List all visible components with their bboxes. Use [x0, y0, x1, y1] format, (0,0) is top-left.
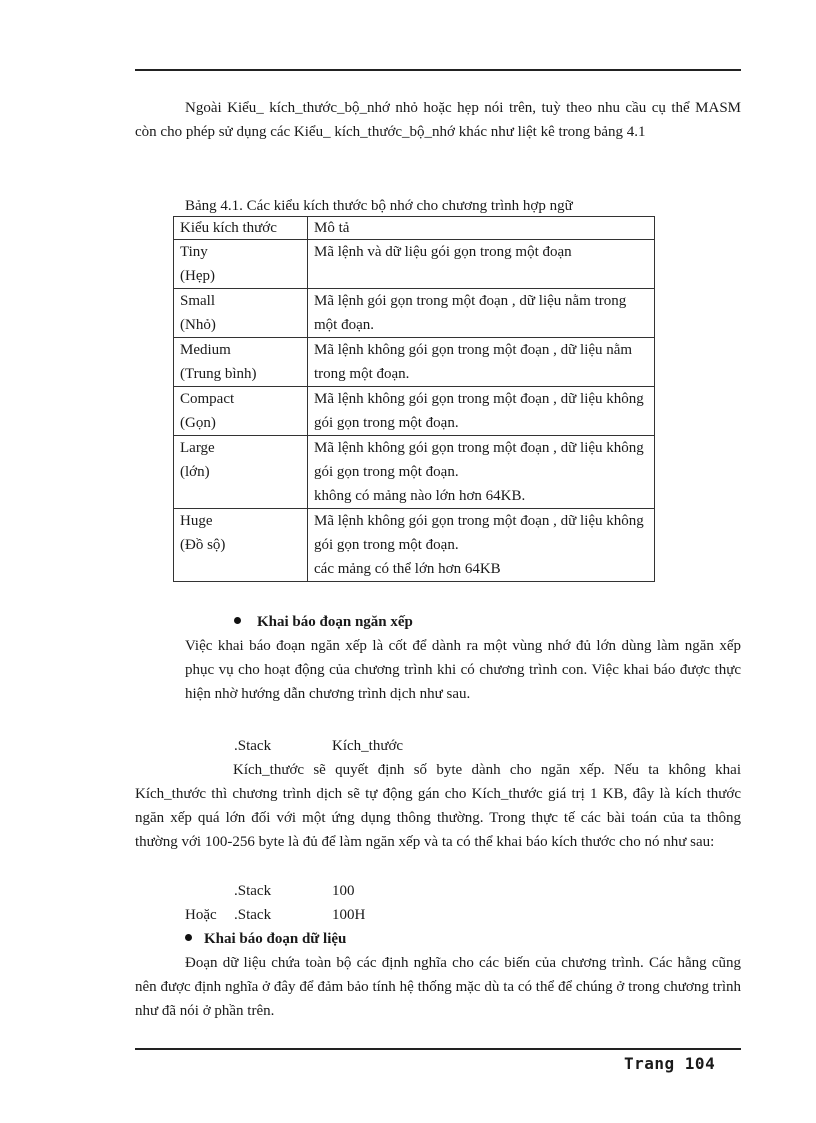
- memory-model-description-line: Mã lệnh không gói gọn trong một đoạn , dữ liệu không gói gọn trong một đoạn.: [314, 440, 644, 480]
- intro-paragraph: Ngoài Kiểu_ kích_thước_bộ_nhớ nhỏ hoặc hẹp nói trên, tuỳ theo nhu cầu cụ thể MASM còn cho phép sử dụng các Kiểu_ kích_thước_bộ_nhớ khác như liệt kê trong bảng 4.1: [135, 100, 741, 140]
- memory-model-name: [174, 289, 308, 338]
- memory-model-description-line: các mảng có thể lớn hơn 64KB: [314, 561, 501, 577]
- memory-model-name-line: (Gọn): [180, 415, 216, 431]
- memory-model-description-line: Mã lệnh gói gọn trong một đoạn , dữ liệu nằm trong một đoạn.: [314, 293, 627, 333]
- header-type: Kiểu kích thước: [174, 217, 308, 240]
- memory-model-description: [308, 509, 655, 582]
- memory-model-name-line: Small: [180, 293, 216, 309]
- table-header-row: [174, 217, 655, 240]
- memory-model-name: [174, 509, 308, 582]
- memory-model-description-line: Mã lệnh không gói gọn trong một đoạn , dữ liệu không gói gọn trong một đoạn.: [314, 391, 644, 431]
- stack-syntax: [234, 734, 403, 758]
- memory-model-description-line: Mã lệnh không gói gọn trong một đoạn , dữ liệu không gói gọn trong một đoạn.: [314, 513, 644, 553]
- stack-heading-text: Khai báo đoạn ngăn xếp: [257, 614, 413, 630]
- data-paragraph: Đoạn dữ liệu chứa toàn bộ các định nghĩa cho các biến của chương trình. Các hằng cũng nên được định nghĩa ở đây để đảm bảo tính hệ thống mặc dù ta có thể để chúng ở trong chương trình như đã nói ở phần trên.: [135, 955, 741, 1019]
- memory-model-description: [308, 240, 655, 289]
- memory-model-name-line: Compact: [180, 391, 235, 407]
- table-row: [174, 338, 655, 387]
- data-heading: [185, 927, 346, 951]
- or-label: Hoặc: [185, 907, 217, 923]
- header-rule: [135, 69, 741, 71]
- memory-model-name-line: Large: [180, 440, 215, 456]
- memory-model-description: [308, 436, 655, 509]
- stack-heading: [234, 610, 413, 634]
- table-row: [174, 436, 655, 509]
- example2-directive: .Stack: [234, 907, 272, 923]
- memory-model-name-line: (Nhỏ): [180, 317, 216, 333]
- memory-model-name-line: (Đồ sộ): [180, 537, 226, 553]
- memory-model-name-line: Huge: [180, 513, 213, 529]
- stack-example-1: [234, 879, 355, 903]
- bullet-icon: [185, 934, 192, 941]
- memory-model-description-line: Mã lệnh không gói gọn trong một đoạn , dữ liệu nằm trong một đoạn.: [314, 342, 633, 382]
- memory-model-description: [308, 338, 655, 387]
- memory-model-name-line: (Trung bình): [180, 366, 257, 382]
- stack-syntax-arg: Kích_thước: [332, 738, 404, 754]
- memory-model-description-line: không có mảng nào lớn hơn 64KB.: [314, 488, 526, 504]
- table-row: [174, 387, 655, 436]
- table-row: [174, 289, 655, 338]
- table-row: [174, 509, 655, 582]
- stack-example-2: [185, 903, 365, 927]
- example1-directive: .Stack: [234, 883, 272, 899]
- memory-model-description-line: Mã lệnh và dữ liệu gói gọn trong một đoạn: [314, 244, 572, 260]
- memory-model-name-line: (Hẹp): [180, 268, 215, 284]
- header-description: Mô tả: [308, 217, 655, 240]
- memory-model-name: [174, 338, 308, 387]
- memory-model-table: [173, 216, 655, 582]
- footer-rule: [135, 1048, 741, 1050]
- memory-model-description: [308, 387, 655, 436]
- table-row: [174, 240, 655, 289]
- memory-model-name-line: Medium: [180, 342, 231, 358]
- memory-model-name: [174, 240, 308, 289]
- memory-model-name: [174, 387, 308, 436]
- stack-syntax-directive: .Stack: [234, 738, 272, 754]
- example2-arg: 100H: [332, 907, 366, 923]
- memory-model-name-line: Tiny: [180, 244, 208, 260]
- page-number: Trang 104: [624, 1054, 716, 1073]
- memory-model-description: [308, 289, 655, 338]
- table-caption: Bảng 4.1. Các kiểu kích thước bộ nhớ cho chương trình hợp ngữ: [185, 198, 573, 214]
- memory-model-name-line: (lớn): [180, 464, 210, 480]
- bullet-icon: [234, 617, 241, 624]
- memory-model-name: [174, 436, 308, 509]
- stack-paragraph: Việc khai báo đoạn ngăn xếp là cốt để dành ra một vùng nhớ đủ lớn dùng làm ngăn xếp phục vụ cho hoạt động của chương trình khi có chương trình con. Việc khai báo được thực hiện nhờ hướng dẫn chương trình dịch như sau.: [185, 638, 741, 702]
- data-heading-text: Khai báo đoạn dữ liệu: [204, 931, 347, 947]
- stack-size-paragraph: Kích_thước sẽ quyết định số byte dành cho ngăn xếp. Nếu ta không khai Kích_thước thì chương trình dịch sẽ tự động gán cho Kích_thước giá trị 1 KB, đây là kích thước ngăn xếp quá lớn đối với một ứng dụng thông thường. Trong thực tế các bài toán của ta thông thường với 100-256 byte là đủ để làm ngăn xếp và ta có thể khai báo kích thước cho nó như sau:: [135, 762, 741, 850]
- example1-arg: 100: [332, 883, 355, 899]
